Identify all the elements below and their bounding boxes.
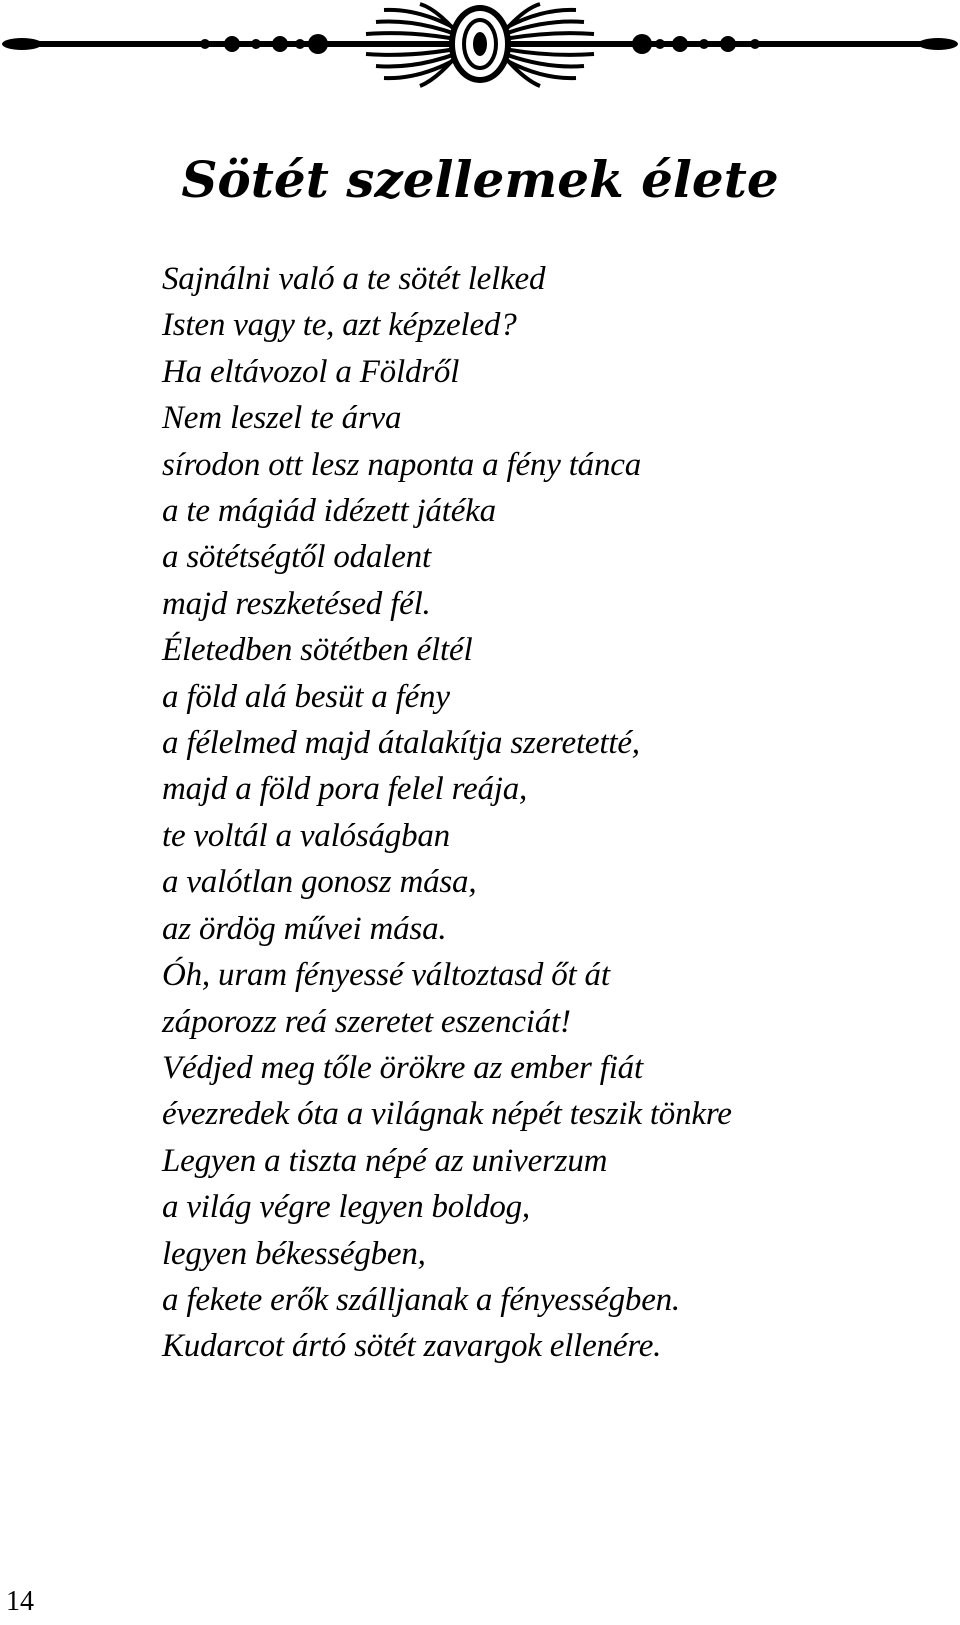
poem-line: Legyen a tiszta népé az univerzum (162, 1142, 608, 1179)
poem-text (162, 256, 942, 1370)
poem-line: Életedben sötétben éltél (162, 632, 473, 669)
poem-line: záporozz reá szeretet eszenciát! (162, 1003, 571, 1040)
poem-line: majd reszketésed fél. (162, 585, 431, 622)
poem-line: a világ végre legyen boldog, (162, 1189, 530, 1226)
poem-line: a valótlan gonosz mása, (162, 864, 477, 901)
poem-line: majd a föld pora felel reája, (162, 771, 528, 808)
poem-line: Nem leszel te árva (162, 400, 402, 437)
page-number: 14 (6, 1586, 34, 1617)
poem-line: Óh, uram fényessé változtasd őt át (162, 957, 610, 994)
poem-line: Isten vagy te, azt képzeled? (162, 307, 517, 344)
poem-line: évezredek óta a világnak népét teszik tönkre (162, 1096, 732, 1133)
poem-line: Védjed meg tőle örökre az ember fiát (162, 1049, 643, 1086)
page-title: Sötét szellemek élete (181, 150, 779, 209)
poem-line: Ha eltávozol a Földről (162, 353, 460, 390)
poem-line: a föld alá besüt a fény (162, 678, 450, 715)
poem-line: Kudarcot ártó sötét zavargok ellenére. (162, 1328, 662, 1365)
poem-line: legyen békességben, (162, 1235, 426, 1272)
poem-line: a sötétségtől odalent (162, 539, 431, 576)
poem-line: te voltál a valóságban (162, 817, 450, 854)
poem-line: sírodon ott lesz naponta a fény tánca (162, 446, 642, 483)
poem-line: a félelmed majd átalakítja szeretetté, (162, 725, 640, 762)
poem-line: Sajnálni való a te sötét lelked (162, 261, 546, 297)
poem-line: a fekete erők szálljanak a fényességben. (162, 1281, 680, 1318)
decorative-divider-icon (0, 0, 960, 100)
poem-line: a te mágiád idézett játéka (162, 493, 496, 530)
poem-line: az ördög művei mása. (162, 910, 447, 947)
